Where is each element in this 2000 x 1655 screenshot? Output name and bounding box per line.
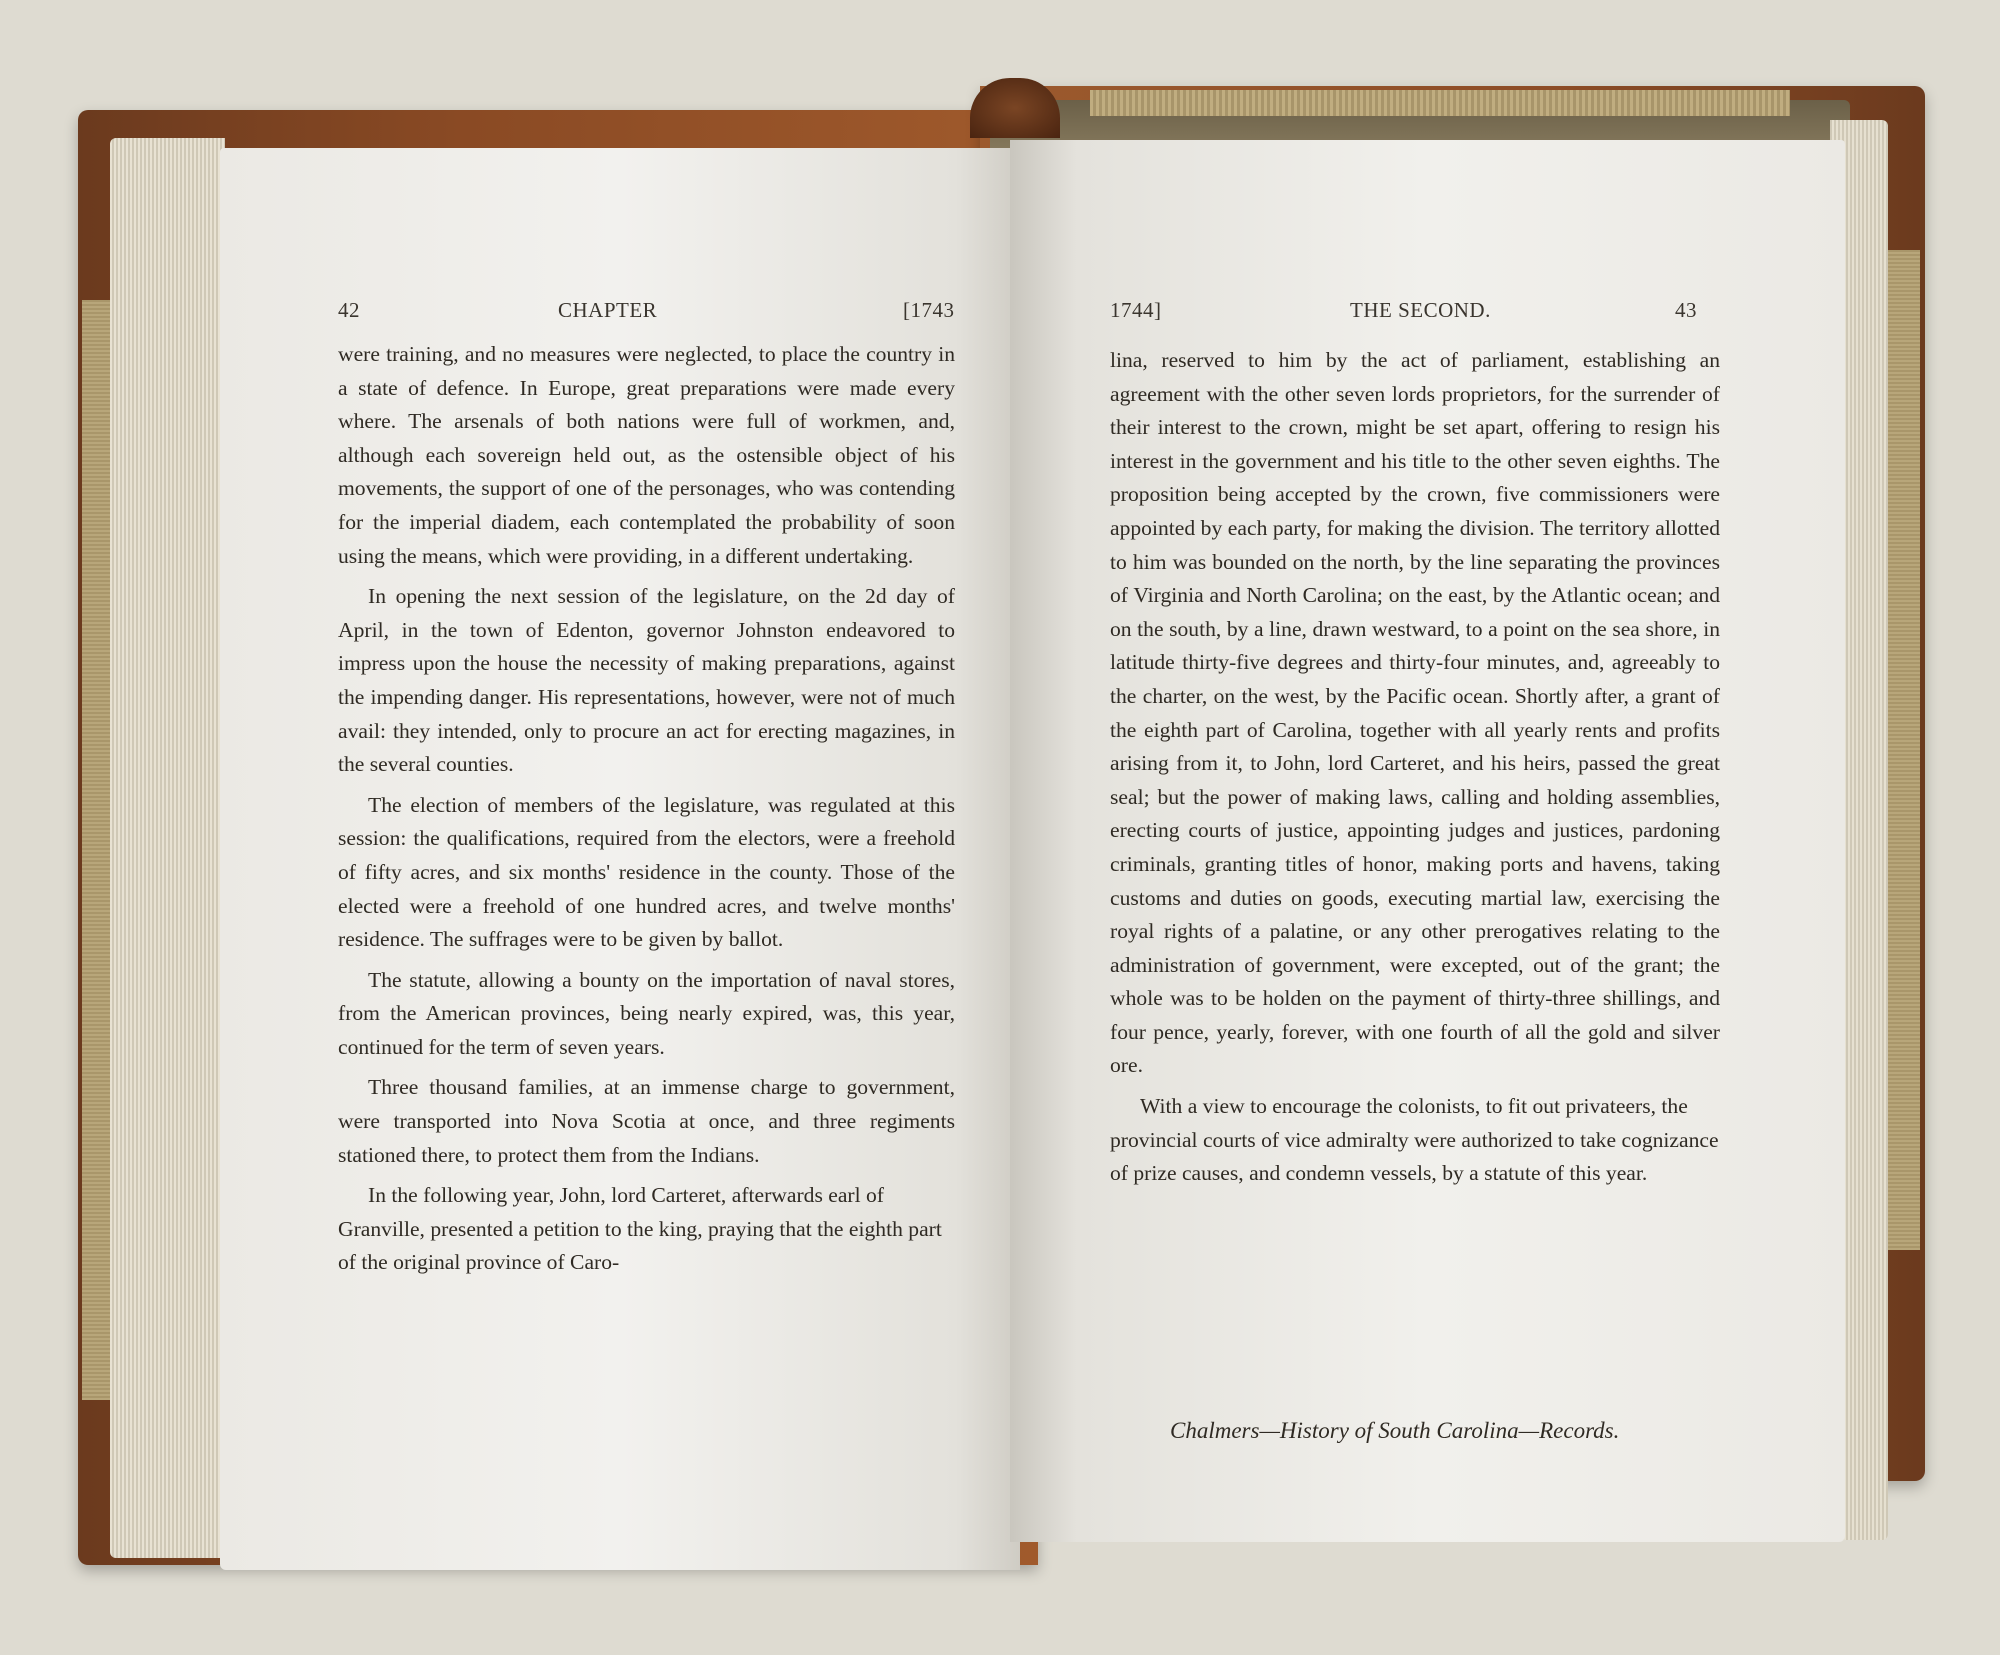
paragraph: In the following year, John, lord Carteret, afterwards earl of Granville, presented a petition to the king, praying that the eighth part of the original province of Caro- [338, 1183, 942, 1275]
left-page-edges [110, 138, 225, 1558]
paragraph: Three thousand families, at an immense charge to government, were transported into Nova Scotia at once, and three regiments stationed there, to protect them from the Indians. [338, 1075, 955, 1167]
paragraph: With a view to encourage the colonists, to fit out privateers, the provincial courts of vice admiralty were authorized to take cognizance of prize causes, and condemn vessels, by a statute of this year. [1110, 1094, 1719, 1186]
right-page [1010, 140, 1845, 1542]
paragraph: The election of members of the legislature, was regulated at this session: the qualifications, required from the electors, were a freehold of fifty acres, and six months' residence in the county. Those of the elected were a freehold of one hundred acres, and twelve months' residence. The suffrages were to be given by ballot. [338, 792, 955, 952]
page-number: 43 [1675, 298, 1697, 322]
paragraph: were training, and no measures were neglected, to place the country in a state of defence. In Europe, great preparations were made every where. The arsenals of both nations were full of workmen, and, although each sovereign held out, as the ostensible object of his movements, the support of one of the personages, who was contending for the imperial diadem, each contemplated the probability of soon using the means, which were providing, in a different undertaking. [338, 342, 955, 568]
running-year: 1744] [1110, 298, 1162, 322]
paragraph: The statute, allowing a bounty on the importation of naval stores, from the American provinces, being nearly expired, was, this year, continued for the term of seven years. [338, 967, 955, 1059]
left-page [220, 148, 1020, 1570]
top-cloth-binding [1090, 90, 1790, 116]
right-body-text [1110, 344, 1720, 1198]
source-citation: Chalmers—History of South Carolina—Records. [1170, 1418, 1620, 1443]
running-year: [1743 [903, 298, 955, 322]
running-title: THE SECOND. [1350, 298, 1491, 322]
left-body-text [338, 338, 955, 1287]
running-title: CHAPTER [558, 298, 658, 322]
paragraph: lina, reserved to him by the act of parliament, establishing an agreement with the other seven lords proprietors, for the surrender of their interest to the crown, might be set apart, offering to resign his interest in the government and his title to the other seven eighths. The proposition being accepted by the crown, five commissioners were appointed by each party, for making the division. The territory allotted to him was bounded on the north, by the line separating the provinces of Virginia and North Carolina; on the east, by the Atlantic ocean; and on the south, by a line, drawn westward, to a point on the sea shore, in latitude thirty-five degrees and thirty-four minutes, and, agreeably to the charter, on the west, by the Pacific ocean. Shortly after, a grant of the eighth part of Carolina, together with all yearly rents and profits arising from it, to John, lord Carteret, and his heirs, passed the great seal; but the power of making laws, calling and holding assemblies, erecting courts of justice, appointing judges and justices, pardoning criminals, granting titles of honor, making ports and havens, taking customs and duties on goods, executing martial law, exercising the royal rights of a palatine, or any other prerogatives relating to the administration of government, were excepted, out of the grant; the whole was to be holden on the payment of thirty-three shillings, and four pence, yearly, forever, with one fourth of all the gold and silver ore. [1110, 348, 1720, 1078]
page-number: 42 [338, 298, 360, 322]
paragraph: In opening the next session of the legislature, on the 2d day of April, in the town of Edenton, governor Johnston endeavored to impress upon the house the necessity of making preparations, against the impending danger. His representations, however, were not of much avail: they intended, only to procure an act for erecting magazines, in the several counties. [338, 584, 955, 777]
